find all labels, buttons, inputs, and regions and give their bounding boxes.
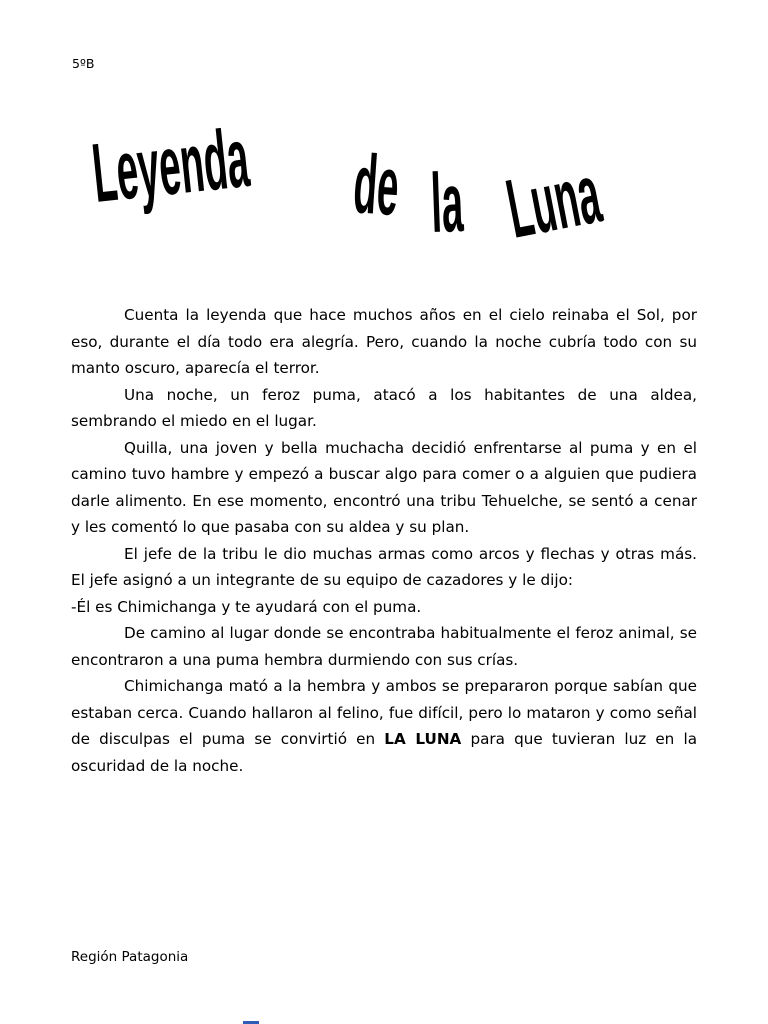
story-emphasis: LA LUNA [384,730,462,748]
story-body [71,302,697,779]
story-paragraph: El jefe de la tribu le dio muchas armas como arcos y flechas y otras más. El jefe asignó a un integrante de su equipo de cazadores y le dijo: [71,544,697,589]
page-title [0,70,768,260]
title-word-luna: Luna [499,146,608,256]
story-paragraph [71,673,697,779]
grade-label: 5ºB [72,56,95,71]
story-dialogue: -Él es Chimichanga y te ayudará con el puma. [71,597,422,616]
story-paragraph: Una noche, un feroz puma, atacó a los habitantes de una aldea, sembrando el miedo en el lugar. [71,385,697,430]
footer-region: Región Patagonia [71,949,189,965]
story-paragraph: De camino al lugar donde se encontraba habitualmente el feroz animal, se encontraron a una puma hembra durmiendo con sus crías. [71,624,697,669]
title-word-la: la [429,155,465,250]
title-word-leyenda: Leyenda [88,110,253,220]
title-word-de: de [350,136,403,234]
story-text: Chimichanga mató a la hembra y ambos se prepararon porque sabían que estaban cerca. Cuando hallaron al felino, fue difícil, pero lo mataron y como señal de disculpas el puma se convirtió en [71,677,697,748]
story-paragraph: Quilla, una joven y bella muchacha decidió enfrentarse al puma y en el camino tuvo hambre y empezó a buscar algo para comer o a alguien que pudiera darle alimento. En ese momento, encontró una tribu Tehuelche, se sentó a cenar y les comentó lo que pasaba con su aldea y su plan. [71,438,697,536]
story-paragraph: Cuenta la leyenda que hace muchos años en el cielo reinaba el Sol, por eso, durante el día todo era alegría. Pero, cuando la noche cubría todo con su manto oscuro, aparecía el terror. [71,306,697,377]
story-text: para que tuvieran luz en la oscuridad de la noche. [71,730,698,775]
